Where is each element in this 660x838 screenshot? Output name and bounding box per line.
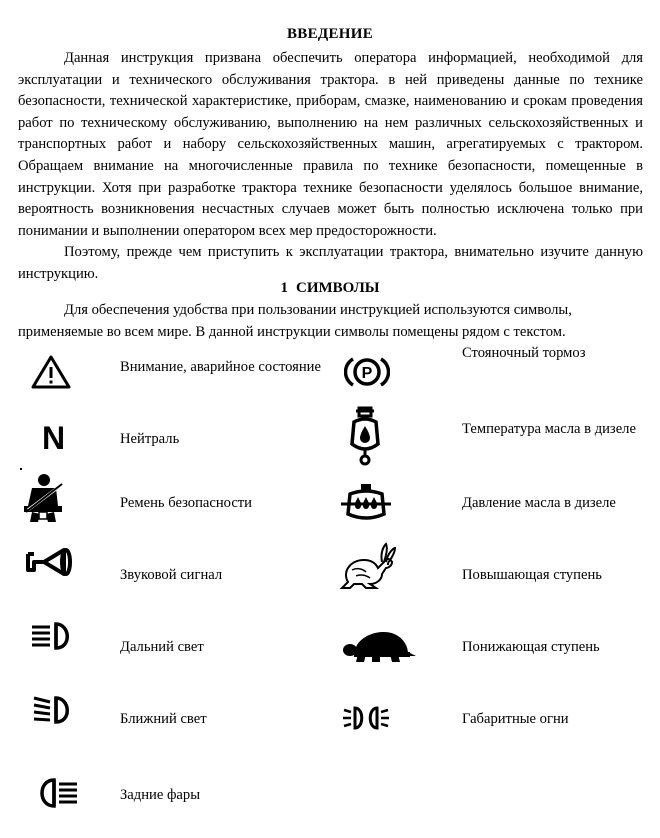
parking-brake-letter: P: [361, 365, 373, 382]
symbol-label-hare: Повышающая ступень: [462, 567, 602, 583]
neutral-n-icon: N: [42, 420, 66, 456]
symbol-label-horn: Звуковой сигнал: [120, 567, 223, 583]
section-intro: [18, 300, 643, 343]
oil-pressure-icon: [340, 482, 392, 524]
symbol-label-high-beam: Дальний свет: [120, 639, 204, 655]
low-beam-icon: [30, 694, 76, 726]
symbol-label-clearance-lights: Габаритные огни: [462, 711, 569, 727]
horn-icon: [24, 540, 78, 580]
section-title: СИМВОЛЫ: [296, 280, 380, 296]
symbol-label-rear-lights: Задние фары: [120, 787, 200, 803]
symbol-label-neutral: Нейтраль: [120, 431, 180, 447]
symbol-label-seat-belt: Ремень безопасности: [120, 495, 252, 511]
hare-icon: [336, 542, 396, 592]
section-number: 1: [280, 280, 288, 296]
rear-lights-icon: [34, 776, 80, 810]
intro-text: [18, 48, 643, 286]
warning-triangle-icon: [30, 354, 72, 390]
high-beam-icon: [30, 620, 76, 652]
symbol-label-oil-temperature: Температура масла в дизеле: [462, 421, 636, 437]
section-intro-text: Для обеспечения удобства при пользовании инструкцией используются символы, применяемые во всем мире. В данной инструкции символы помещены рядом с текстом.: [18, 302, 572, 340]
symbol-label-low-beam: Ближний свет: [120, 711, 207, 727]
intro-paragraph-1: Данная инструкция призвана обеспечить оператора информацией, необходимой для эксплуатации и технического обслуживания трактора. в ней приведены данные по технике безопасности, технической характеристике, приборам, смазке, наименованию и срокам проведения работ по техническому обслуживанию, выполнению на нем различных сельскохозяйственных и транспортных работ и набору сельскохозяйственных машин, агрегатируемых с трактором. Обращаем внимание на многочисленные правила по технике безопасности, помещенные в инструкции. Хотя при разработке трактора технике безопасности уделялось большое внимание, вероятность возникновения несчастных случаев может быть полностью исключена только при понимании и выполнении оператором всех мер предосторожности.: [18, 50, 643, 239]
seat-belt-icon: [14, 472, 70, 524]
stray-dot: [20, 468, 22, 470]
turtle-icon: [342, 628, 418, 668]
intro-paragraph-2: Поэтому, прежде чем приступить к эксплуатации трактора, внимательно изучите данную инструкцию.: [18, 244, 643, 282]
section-heading: [0, 280, 660, 297]
oil-temperature-icon: [346, 406, 384, 466]
parking-brake-icon: [344, 354, 390, 390]
symbol-label-oil-pressure: Давление масла в дизеле: [462, 495, 616, 511]
symbol-label-warning: Внимание, аварийное состояние: [120, 359, 321, 375]
symbol-label-turtle: Понижающая ступень: [462, 639, 600, 655]
symbol-label-parking-brake: Стояночный тормоз: [462, 345, 586, 361]
page-title: ВВЕДЕНИЕ: [286, 26, 374, 42]
clearance-lights-icon: [342, 702, 390, 734]
